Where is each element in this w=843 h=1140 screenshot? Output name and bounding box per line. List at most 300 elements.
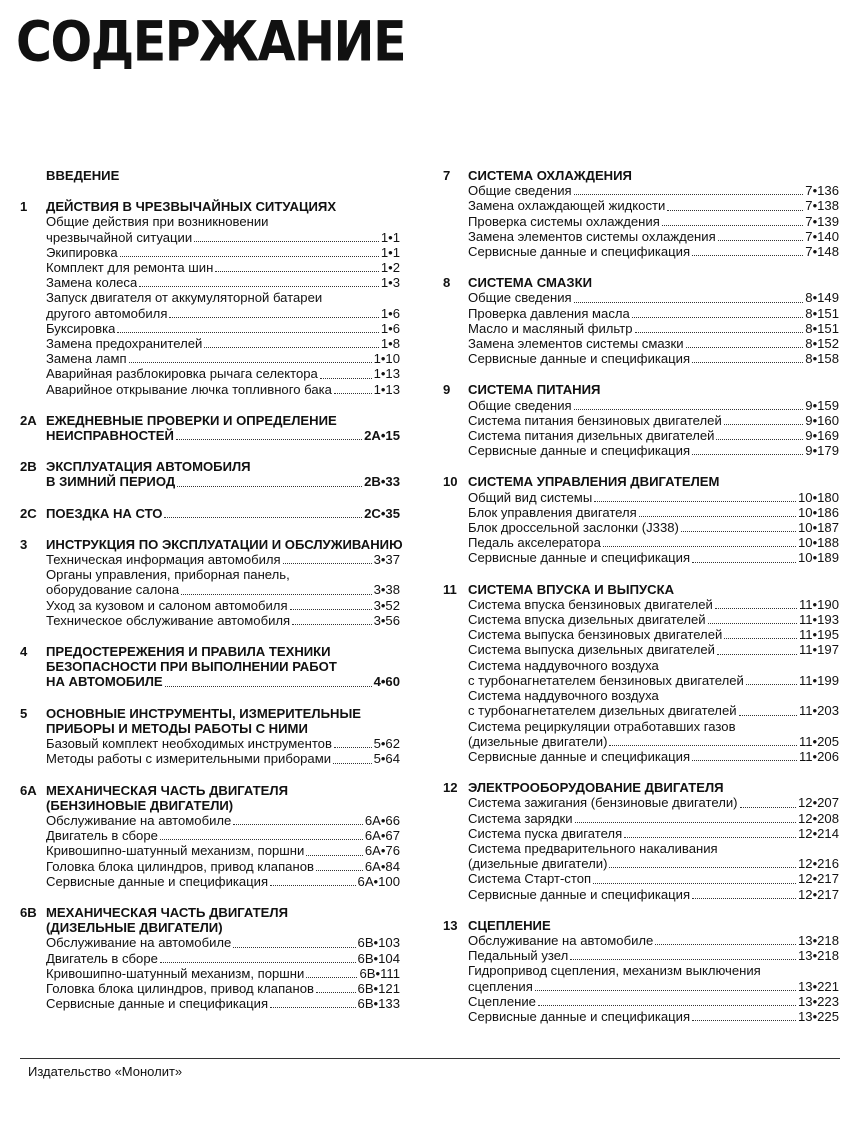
section-number: 2C xyxy=(20,505,37,521)
entry-line xyxy=(46,321,400,336)
entry-label: другого автомобиля xyxy=(46,305,168,321)
dot-leader xyxy=(306,966,357,978)
toc-entry[interactable] xyxy=(468,443,839,458)
entry-line xyxy=(468,244,839,259)
entry-label: Система выпуска дизельных двигателей xyxy=(468,642,715,658)
section-title-text: ОСНОВНЫЕ ИНСТРУМЕНТЫ, ИЗМЕРИТЕЛЬНЫЕ xyxy=(46,705,362,721)
dot-leader xyxy=(718,229,804,241)
entry-page-number: 1•1 xyxy=(380,229,400,245)
page-title: СОДЕРЖАНИЕ xyxy=(16,10,406,74)
entry-line xyxy=(468,550,839,565)
section-title-text: ДЕЙСТВИЯ В ЧРЕЗВЫЧАЙНЫХ СИТУАЦИЯХ xyxy=(46,199,337,215)
entry-label-line: Органы управления, приборная панель, xyxy=(46,567,290,583)
entry-label: Сервисные данные и спецификация xyxy=(468,550,691,566)
entry-line xyxy=(468,1009,839,1024)
entry-label: оборудование салона xyxy=(46,582,180,598)
entry-page-number: 13•218 xyxy=(798,948,839,964)
entry-line xyxy=(468,351,839,366)
entry-page-number: 3•56 xyxy=(373,612,400,628)
section-title-line xyxy=(46,506,400,521)
section-page-number: 2A•15 xyxy=(364,428,400,444)
section-title-line xyxy=(46,428,400,443)
dot-leader xyxy=(593,871,796,883)
toc-entry[interactable] xyxy=(468,811,839,826)
entry-line xyxy=(468,183,839,198)
toc-entry[interactable] xyxy=(468,658,839,688)
toc-entry[interactable] xyxy=(468,688,839,718)
entry-page-number: 3•38 xyxy=(373,582,400,598)
entry-line xyxy=(468,306,839,321)
entry-page-number: 11•203 xyxy=(798,703,839,719)
section-title[interactable] xyxy=(46,783,400,813)
entry-line xyxy=(468,505,839,520)
toc-entry[interactable] xyxy=(46,336,400,351)
entry-label: Замена ламп xyxy=(46,351,127,367)
toc-entry[interactable] xyxy=(468,933,839,948)
entry-page-number: 1•13 xyxy=(373,381,400,397)
entry-page-number: 1•13 xyxy=(373,366,400,382)
dot-leader xyxy=(160,951,356,963)
toc-entry[interactable] xyxy=(46,966,400,981)
entry-line xyxy=(468,520,839,535)
section-title[interactable] xyxy=(46,537,403,552)
entry-line xyxy=(468,734,839,749)
entry-label: Кривошипно-шатунный механизм, поршни xyxy=(46,965,305,981)
toc-section xyxy=(20,706,400,767)
entry-page-number: 13•218 xyxy=(798,932,839,948)
entry-label: Замена элементов системы смазки xyxy=(468,336,684,352)
entry-line xyxy=(46,598,400,613)
toc-entry[interactable] xyxy=(468,183,839,198)
entry-page-number: 7•136 xyxy=(805,183,839,199)
toc-section xyxy=(443,780,839,902)
section-title-line xyxy=(46,474,400,489)
entry-page-number: 10•188 xyxy=(798,535,839,551)
section-title[interactable] xyxy=(46,459,400,489)
toc-entry[interactable] xyxy=(468,871,839,886)
dot-leader xyxy=(574,398,804,410)
entry-label: Техническое обслуживание автомобиля xyxy=(46,612,291,628)
entry-page-number: 10•186 xyxy=(798,504,839,520)
toc-entry[interactable] xyxy=(468,306,839,321)
toc-entry[interactable] xyxy=(468,290,839,305)
toc-entry[interactable] xyxy=(46,828,400,843)
section-title-text: ЕЖЕДНЕВНЫЕ ПРОВЕРКИ И ОПРЕДЕЛЕНИЕ xyxy=(46,412,337,428)
toc-entry[interactable] xyxy=(46,736,400,751)
entry-line xyxy=(46,736,400,751)
entry-page-number: 11•199 xyxy=(798,672,839,688)
entry-label: Сервисные данные и спецификация xyxy=(468,244,691,260)
entry-line xyxy=(46,843,400,858)
entry-page-number: 12•208 xyxy=(798,810,839,826)
entry-label: Педаль акселератора xyxy=(468,535,601,551)
dot-leader xyxy=(724,627,797,639)
toc-entry[interactable] xyxy=(46,874,400,889)
toc-entry[interactable] xyxy=(468,244,839,259)
toc-entry[interactable] xyxy=(468,351,839,366)
entry-line xyxy=(46,382,400,397)
section-title-text: ПОЕЗДКА НА СТО xyxy=(46,505,163,521)
entry-line xyxy=(468,979,839,994)
dot-leader xyxy=(739,703,797,715)
section-title[interactable] xyxy=(468,474,839,489)
section-title[interactable] xyxy=(468,582,839,597)
entry-label: Система питания дизельных двигателей xyxy=(468,428,715,444)
entry-line xyxy=(46,966,400,981)
entry-label: Аварийная разблокировка рычага селектора xyxy=(46,366,318,382)
dot-leader xyxy=(181,582,371,594)
entry-label: сцепления xyxy=(468,978,533,994)
dot-leader xyxy=(120,245,379,257)
entry-label: Сцепление xyxy=(468,993,536,1009)
section-number: 2B xyxy=(20,459,37,475)
entry-label: Двигатель в сборе xyxy=(46,828,158,844)
entry-line xyxy=(468,198,839,213)
entry-label: Уход за кузовом и салоном автомобиля xyxy=(46,597,288,613)
toc-section xyxy=(443,382,839,458)
dot-leader xyxy=(334,736,372,748)
dot-leader xyxy=(746,673,797,685)
entry-line xyxy=(46,260,400,275)
toc-entry[interactable] xyxy=(468,520,839,535)
toc-entry[interactable] xyxy=(46,382,400,397)
toc-entry[interactable] xyxy=(468,948,839,963)
toc-entry[interactable] xyxy=(46,366,400,381)
entry-page-number: 6A•66 xyxy=(364,812,400,828)
section-number: 13 xyxy=(443,917,458,933)
section-title[interactable] xyxy=(46,905,400,935)
dot-leader xyxy=(624,826,796,838)
entry-label: с турбонагнетателем дизельных двигателей xyxy=(468,703,737,719)
section-heading xyxy=(20,413,400,443)
toc-entry[interactable] xyxy=(46,813,400,828)
section-title[interactable] xyxy=(46,199,400,214)
section-heading xyxy=(443,780,839,795)
toc-entry[interactable] xyxy=(468,994,839,1009)
section-heading xyxy=(443,168,839,183)
section-heading xyxy=(20,905,400,935)
toc-entry[interactable] xyxy=(468,428,839,443)
section-title[interactable] xyxy=(468,780,839,795)
toc-entry[interactable] xyxy=(468,550,839,565)
dot-leader xyxy=(594,490,796,502)
section-title[interactable] xyxy=(46,168,400,183)
section-title-text: ИНСТРУКЦИЯ ПО ЭКСПЛУАТАЦИИ И ОБСЛУЖИВАНИЮ xyxy=(46,536,403,552)
entry-page-number: 6B•103 xyxy=(357,935,400,951)
section-heading xyxy=(20,536,403,552)
footer-divider xyxy=(20,1058,840,1059)
section-title[interactable] xyxy=(46,644,400,690)
dot-leader xyxy=(333,751,372,763)
dot-leader xyxy=(639,505,796,517)
toc-section xyxy=(20,905,400,1011)
entry-page-number: 3•37 xyxy=(373,552,400,568)
toc-section xyxy=(20,783,400,889)
entry-label: Система пуска двигателя xyxy=(468,825,623,841)
entry-label: Головка блока цилиндров, привод клапанов xyxy=(46,858,314,874)
dot-leader xyxy=(574,290,804,302)
toc-entry[interactable] xyxy=(46,843,400,858)
entry-page-number: 9•159 xyxy=(805,397,839,413)
toc-entry[interactable] xyxy=(468,719,839,749)
toc-entry[interactable] xyxy=(46,260,400,275)
toc-entry[interactable] xyxy=(468,505,839,520)
dot-leader xyxy=(320,366,372,378)
entry-label: Педальный узел xyxy=(468,948,569,964)
section-title[interactable] xyxy=(468,275,839,290)
toc-entry[interactable] xyxy=(468,963,839,993)
entry-label-line: Гидропривод сцепления, механизм выключения xyxy=(468,963,761,979)
entry-page-number: 1•2 xyxy=(380,260,400,276)
section-title-text: СИСТЕМА УПРАВЛЕНИЯ ДВИГАТЕЛЕМ xyxy=(468,474,720,490)
entry-page-number: 9•169 xyxy=(805,428,839,444)
toc-entry[interactable] xyxy=(468,1009,839,1024)
dot-leader xyxy=(139,275,379,287)
entry-label: Техническая информация автомобиля xyxy=(46,552,281,568)
toc-entry[interactable] xyxy=(468,413,839,428)
toc-section xyxy=(20,199,400,397)
section-heading xyxy=(443,918,839,933)
toc-section xyxy=(20,413,400,443)
dot-leader xyxy=(164,506,362,518)
toc-entry[interactable] xyxy=(46,567,400,597)
toc-entry[interactable] xyxy=(468,198,839,213)
entry-label: (дизельные двигатели) xyxy=(468,733,608,749)
toc-entry[interactable] xyxy=(46,552,400,567)
dot-leader xyxy=(570,948,796,960)
dot-leader xyxy=(717,642,797,654)
section-heading xyxy=(20,783,400,813)
toc-entry[interactable] xyxy=(46,290,400,320)
entry-line xyxy=(46,336,400,351)
entry-page-number: 11•193 xyxy=(798,612,839,628)
section-number: 8 xyxy=(443,275,451,291)
section-number: 9 xyxy=(443,382,451,398)
entry-page-number: 7•139 xyxy=(805,213,839,229)
section-title-text: МЕХАНИЧЕСКАЯ ЧАСТЬ ДВИГАТЕЛЯ xyxy=(46,782,289,798)
toc-entry[interactable] xyxy=(46,935,400,950)
dot-leader xyxy=(686,336,804,348)
entry-label: Блок дроссельной заслонки (J338) xyxy=(468,520,679,536)
entry-label: Система впуска бензиновых двигателей xyxy=(468,596,713,612)
entry-line xyxy=(468,703,839,718)
entry-label: Масло и масляный фильтр xyxy=(468,320,633,336)
entry-label-line: Запуск двигателя от аккумуляторной батареи xyxy=(46,290,323,306)
dot-leader xyxy=(715,597,797,609)
section-number: 3 xyxy=(20,536,28,552)
toc-entry[interactable] xyxy=(468,749,839,764)
entry-page-number: 6A•100 xyxy=(357,873,400,889)
entry-line xyxy=(468,413,839,428)
entry-line xyxy=(46,275,400,290)
section-title[interactable] xyxy=(46,413,400,443)
entry-line xyxy=(46,996,400,1011)
toc-entry[interactable] xyxy=(468,841,839,871)
dot-leader xyxy=(708,612,797,624)
entry-line xyxy=(468,871,839,886)
entry-label: Двигатель в сборе xyxy=(46,950,158,966)
section-title-text: НА АВТОМОБИЛЕ xyxy=(46,674,163,690)
entry-page-number: 6A•84 xyxy=(364,858,400,874)
section-title-text: СИСТЕМА ПИТАНИЯ xyxy=(468,382,601,398)
section-heading xyxy=(20,506,400,521)
section-number: 2A xyxy=(20,412,37,428)
section-heading xyxy=(20,644,400,690)
section-number: 11 xyxy=(443,581,457,597)
dot-leader xyxy=(603,535,796,547)
entry-label: Система выпуска бензиновых двигателей xyxy=(468,627,723,643)
dot-leader xyxy=(667,198,803,210)
entry-line xyxy=(46,582,400,597)
toc-entry[interactable] xyxy=(46,859,400,874)
toc-entry[interactable] xyxy=(46,598,400,613)
entry-line xyxy=(468,826,839,841)
entry-line xyxy=(46,813,400,828)
toc-entry[interactable] xyxy=(468,612,839,627)
section-title[interactable] xyxy=(46,706,400,736)
entry-label: Система Старт-стоп xyxy=(468,871,592,887)
entry-label: Блок управления двигателя xyxy=(468,504,637,520)
toc-section xyxy=(443,168,839,259)
dot-leader xyxy=(215,260,379,272)
toc-entry[interactable] xyxy=(46,981,400,996)
section-title-text: ПРИБОРЫ И МЕТОДЫ РАБОТЫ С НИМИ xyxy=(46,720,308,736)
section-title-text: СИСТЕМА ОХЛАЖДЕНИЯ xyxy=(468,168,632,183)
toc-entry[interactable] xyxy=(468,642,839,657)
section-title-text: НЕИСПРАВНОСТЕЙ xyxy=(46,428,174,444)
section-title-text: СЦЕПЛЕНИЕ xyxy=(468,917,551,933)
toc-entry[interactable] xyxy=(46,275,400,290)
entry-label: (дизельные двигатели) xyxy=(468,856,608,872)
section-page-number: 2C•35 xyxy=(364,505,400,521)
section-heading xyxy=(443,275,839,290)
toc-section xyxy=(20,459,400,489)
entry-line xyxy=(46,751,400,766)
toc-entry[interactable] xyxy=(46,613,400,628)
entry-label: Аварийное открывание лючка топливного бака xyxy=(46,381,332,397)
entry-line xyxy=(468,214,839,229)
dot-leader xyxy=(283,552,372,564)
entry-line xyxy=(468,443,839,458)
entry-page-number: 6A•67 xyxy=(364,828,400,844)
section-title[interactable] xyxy=(468,382,839,397)
toc-entry[interactable] xyxy=(468,490,839,505)
dot-leader xyxy=(740,795,796,807)
toc-entry[interactable] xyxy=(468,826,839,841)
section-number: 1 xyxy=(20,199,28,215)
section-number: 6B xyxy=(20,904,37,920)
toc-entry[interactable] xyxy=(468,597,839,612)
section-title[interactable] xyxy=(468,918,839,933)
entry-label: Обслуживание на автомобиле xyxy=(468,932,654,948)
dot-leader xyxy=(692,887,796,899)
dot-leader xyxy=(194,230,379,242)
section-heading xyxy=(443,474,839,489)
section-title[interactable] xyxy=(468,168,839,183)
dot-leader xyxy=(177,474,362,486)
section-title[interactable] xyxy=(46,506,400,521)
entry-label-line: Система наддувочного воздуха xyxy=(468,657,659,673)
entry-line xyxy=(468,749,839,764)
section-title-line xyxy=(46,674,400,689)
toc-section xyxy=(443,582,839,764)
entry-line xyxy=(468,597,839,612)
toc-entry[interactable] xyxy=(46,245,400,260)
dot-leader xyxy=(655,933,796,945)
toc-entry[interactable] xyxy=(46,996,400,1011)
dot-leader xyxy=(692,443,803,455)
toc-entry[interactable] xyxy=(468,627,839,642)
section-title-text: МЕХАНИЧЕСКАЯ ЧАСТЬ ДВИГАТЕЛЯ xyxy=(46,904,289,920)
toc-entry[interactable] xyxy=(468,887,839,902)
toc-entry[interactable] xyxy=(46,321,400,336)
toc-entry[interactable] xyxy=(46,351,400,366)
entry-page-number: 8•151 xyxy=(805,305,839,321)
toc-entry[interactable] xyxy=(468,214,839,229)
toc-section xyxy=(443,275,839,366)
toc-entry[interactable] xyxy=(468,336,839,351)
dot-leader xyxy=(662,214,803,226)
dot-leader xyxy=(316,981,356,993)
entry-page-number: 8•152 xyxy=(805,336,839,352)
entry-label-line: Система наддувочного воздуха xyxy=(468,688,659,704)
toc-entry[interactable] xyxy=(46,214,400,244)
toc-entry[interactable] xyxy=(46,951,400,966)
entry-line xyxy=(468,673,839,688)
entry-page-number: 12•216 xyxy=(798,856,839,872)
entry-label: Методы работы с измерительными приборами xyxy=(46,751,332,767)
entry-line xyxy=(468,321,839,336)
entry-label: Кривошипно-шатунный механизм, поршни xyxy=(46,843,305,859)
toc-entry[interactable] xyxy=(468,795,839,810)
toc-section xyxy=(443,474,839,565)
entry-label: Система зажигания (бензиновые двигатели) xyxy=(468,795,738,811)
entry-page-number: 11•197 xyxy=(798,642,839,658)
entry-label-line: Система рециркуляции отработавших газов xyxy=(468,718,736,734)
entry-line xyxy=(468,811,839,826)
entry-page-number: 13•223 xyxy=(798,993,839,1009)
dot-leader xyxy=(692,550,796,562)
dot-leader xyxy=(609,734,797,746)
entry-label: Сервисные данные и спецификация xyxy=(468,1008,691,1024)
toc-section xyxy=(20,168,400,183)
section-title-text: ВВЕДЕНИЕ xyxy=(46,168,120,183)
dot-leader xyxy=(575,811,796,823)
entry-line xyxy=(46,306,400,321)
toc-entry[interactable] xyxy=(46,751,400,766)
section-title-text: БЕЗОПАСНОСТИ ПРИ ВЫПОЛНЕНИИ РАБОТ xyxy=(46,659,337,675)
entry-line xyxy=(468,336,839,351)
toc-entry[interactable] xyxy=(468,229,839,244)
entry-line xyxy=(468,994,839,1009)
entry-page-number: 12•214 xyxy=(798,825,839,841)
section-title-text: СИСТЕМА ВПУСКА И ВЫПУСКА xyxy=(468,581,675,597)
dot-leader xyxy=(270,874,355,886)
entry-line xyxy=(46,552,400,567)
entry-line xyxy=(46,230,400,245)
entry-page-number: 10•180 xyxy=(798,489,839,505)
entry-page-number: 13•225 xyxy=(798,1008,839,1024)
entry-label-line: Общие действия при возникновении xyxy=(46,214,269,230)
entry-line xyxy=(468,229,839,244)
entry-line xyxy=(468,490,839,505)
entry-page-number: 7•140 xyxy=(805,228,839,244)
toc-entry[interactable] xyxy=(468,535,839,550)
entry-line xyxy=(46,951,400,966)
dot-leader xyxy=(176,428,362,440)
toc-entry[interactable] xyxy=(468,321,839,336)
toc-entry[interactable] xyxy=(468,398,839,413)
